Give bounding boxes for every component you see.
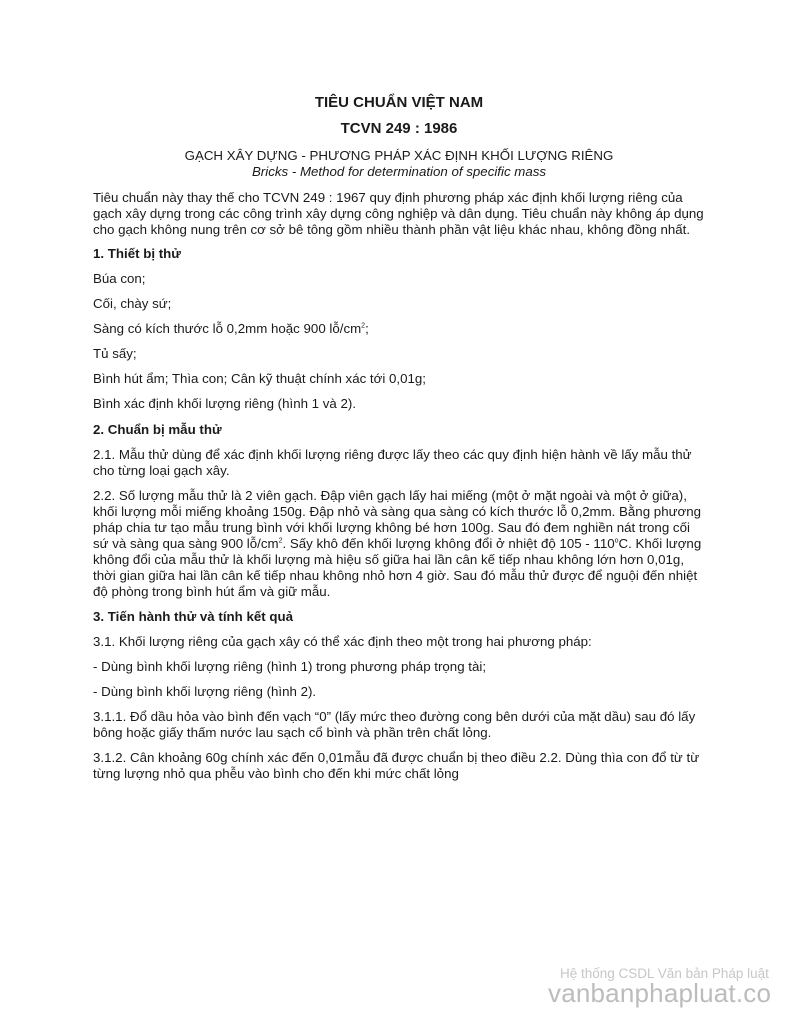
equipment-item-sieve: Sàng có kích thước lỗ 0,2mm hoặc 900 $lỗ/cm^2$; [93, 321, 369, 336]
section1-heading: 1. Thiết bị thử [93, 246, 181, 261]
title-english: Bricks - Method for determination of specific mass [251, 164, 547, 179]
equipment-item: Búa con; [93, 271, 146, 286]
intro-paragraph: Tiêu chuẩn này thay thế cho TCVN 249 : 1967 quy định phương pháp xác định khối lượng riêng của gạch xây dựng trong các công trình xây dựng công nghiệp và dân dụng. Tiêu chuẩn này không áp dụng cho gạch không nung trên cơ sở bê tông gồm nhiều thành phần vật liệu khác nhau, không đồng nhất. [93, 190, 704, 237]
title-vietnamese: GẠCH XÂY DỰNG - PHƯƠNG PHÁP XÁC ĐỊNH KHỐI LƯỢNG RIÊNG [184, 148, 614, 163]
equipment-item: Bình hút ẩm; Thìa con; Cân kỹ thuật chính xác tới 0,01g; [93, 371, 426, 386]
method-item: - Dùng bình khối lượng riêng (hình 2). [93, 684, 317, 699]
section2-heading: 2. Chuẩn bị mẫu thử [93, 422, 222, 437]
watermark-tagline: Hệ thống CSDL Văn bản Pháp luật [560, 966, 769, 981]
equipment-item: Tủ sấy; [93, 346, 137, 361]
document-body [93, 94, 705, 782]
paragraph-2-2: 2.2. Số lượng mẫu thử là 2 viên gạch. Đập viên gạch lấy hai miếng (một ở mặt ngoài và một ở giữa), khối lượng mỗi miếng khoảng 150g. Đập nhỏ và sàng qua sàng có kích thước lỗ 0,2mm. Bằng phương pháp chia tư tạo mẫu trung bình với khối lượng không bé hơn 100g. Sau đó đem nghiền nát trong cối sứ và sàng qua sàng 900 $lỗ/cm^2$. Sấy khô đến khối lượng không đổi ở nhiệt độ 105 - 110$^o$C. Khối lượng không đổi của mẫu thử là khối lượng mà hiệu số giữa hai lần cân kế tiếp nhau không lớn hơn 0,01g, thời gian giữa hai lần cân kế tiếp nhau không nhỏ hơn 4 giờ. Sau đó mẫu thử được để nguội đến nhiệt độ phòng trong bình hút ẩm và giữ mẫu. [93, 488, 702, 599]
section3-heading: 3. Tiến hành thử và tính kết quả [93, 609, 293, 624]
watermark-site: vanbanphapluat.co [548, 978, 772, 1008]
equipment-item: Cối, chày sứ; [93, 296, 172, 311]
standard-header: TIÊU CHUẨN VIỆT NAM [314, 94, 484, 111]
paragraph-3-1-2: 3.1.2. Cân khoảng 60g chính xác đến 0,01mẫu đã được chuẩn bị theo điều 2.2. Dùng thìa con đổ từ từ từng lượng nhỏ qua phễu vào bình cho đến khi mức chất lỏng [93, 750, 700, 781]
method-item: - Dùng bình khối lượng riêng (hình 1) trong phương pháp trọng tài; [93, 659, 487, 674]
paragraph-3-1: 3.1. Khối lượng riêng của gạch xây có thể xác định theo một trong hai phương pháp: [93, 634, 592, 649]
standard-code: TCVN 249 : 1986 [340, 120, 458, 137]
paragraph-3-1-1: 3.1.1. Đổ dầu hỏa vào bình đến vạch “0” (lấy mức theo đường cong bên dưới của mặt dầu) sau đó lấy bông hoặc giấy thấm nước lau sạch cổ bình và phần trên chất lỏng. [93, 709, 696, 740]
paragraph-2-1: 2.1. Mẫu thử dùng để xác định khối lượng riêng được lấy theo các quy định hiện hành về lấy mẫu thử cho từng loại gạch xây. [93, 447, 692, 478]
equipment-item: Bình xác định khối lượng riêng (hình 1 và 2). [93, 396, 357, 411]
